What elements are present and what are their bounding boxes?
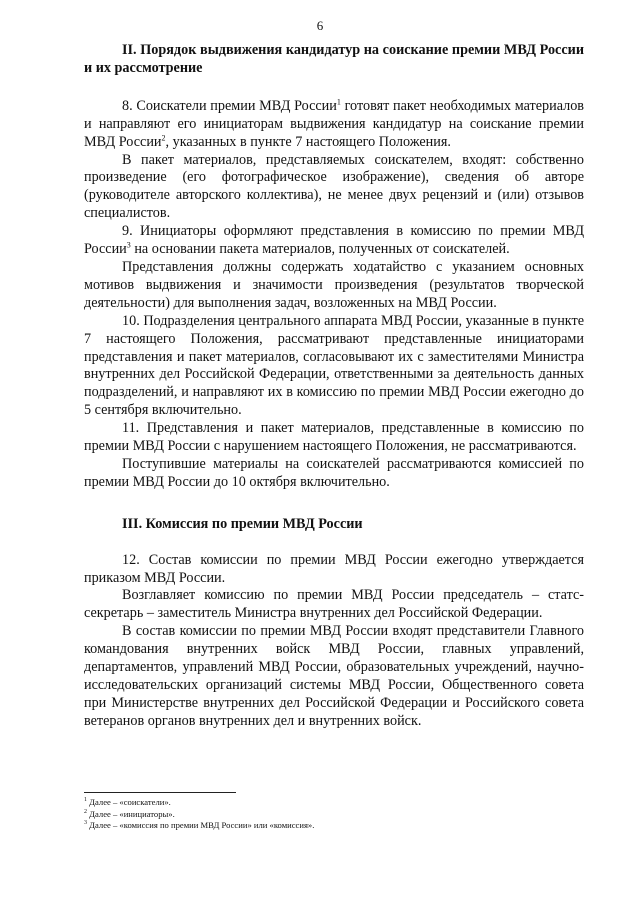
paragraph-deadline: Поступившие материалы на соискателей рассматриваются комиссией по премии МВД России до 10 октября включительно. bbox=[84, 455, 584, 490]
paragraph-9 bbox=[84, 223, 584, 259]
footnote-ref-1: 1 bbox=[336, 97, 341, 107]
paragraph-8-text-b: готовят пакет необходимых материалов и направляют его инициаторам выдвижения кандидатур на соискание премии МВД России bbox=[84, 97, 584, 150]
footnotes bbox=[84, 792, 584, 832]
footnote-mark: 2 bbox=[84, 808, 87, 815]
footnote-1 bbox=[84, 797, 584, 809]
paragraph-9-text-a: 9. Инициаторы оформляют представления в комиссию по премии МВД России bbox=[84, 223, 584, 258]
section-2-heading: II. Порядок выдвижения кандидатур на соискание премии МВД России и их рассмотрение bbox=[84, 42, 584, 76]
footnote-text: Далее – «соискатели». bbox=[87, 797, 171, 807]
paragraph-8-text-c: , указанных в пункте 7 настоящего Положения. bbox=[165, 133, 451, 150]
paragraph-8 bbox=[84, 98, 584, 152]
paragraph-8-text-a: 8. Соискатели премии МВД России bbox=[122, 97, 337, 114]
footnote-text: Далее – «инициаторы». bbox=[87, 808, 175, 819]
paragraph-10: 10. Подразделения центрального аппарата МВД России, указанные в пункте 7 настоящего Положения, рассматривают представленные инициаторами представления и пакет материалов, согласовывают их с заместителями Министра внутренних дел Российской Федерации, ответственными за деятельность данных подразделений, и направляют их в комиссию по премии МВД России ежегодно до 5 сентября включительно. bbox=[84, 312, 584, 419]
paragraph-9-text-b: на основании пакета материалов, полученных от соискателей. bbox=[130, 241, 510, 258]
footnote-mark: 3 bbox=[84, 820, 87, 827]
footnote-separator bbox=[84, 792, 236, 793]
paragraph-12: 12. Состав комиссии по премии МВД России ежегодно утверждается приказом МВД России. bbox=[84, 551, 584, 586]
footnote-3 bbox=[84, 820, 584, 832]
page-number: 6 bbox=[316, 18, 324, 33]
footnote-text: Далее – «комиссия по премии МВД России» или «комиссия». bbox=[87, 820, 315, 830]
paragraph-chairman: Возглавляет комиссию по премии МВД России председатель – статс-секретарь – заместитель Министра внутренних дел Российской Федерации. bbox=[84, 587, 584, 622]
document-body bbox=[84, 42, 584, 731]
paragraph-composition: В состав комиссии по премии МВД России входят представители Главного командования внутренних войск МВД России, главных управлений, департаментов, управлений МВД России, образовательных учреждений, научно-исследовательских организаций системы МВД России, Общественного совета при Министерстве внутренних дел Российской Федерации и Российского совета ветеранов органов внутренних дел и внутренних войск. bbox=[84, 623, 584, 729]
paragraph-submissions: Представления должны содержать ходатайство с указанием основных мотивов выдвижения и значимости произведения (результатов творческой деятельности) для выполнения задач, возложенных на МВД России. bbox=[84, 258, 584, 311]
paragraph-11: 11. Представления и пакет материалов, представленные в комиссию по премии МВД России с нарушением настоящего Положения, не рассматриваются. bbox=[84, 420, 584, 455]
paragraph-materials: В пакет материалов, представляемых соискателем, входят: собственно произведение (его фотографическое изображение), сведения об авторе (руководителе авторского коллектива), не менее двух рецензий и (или) отзывов специалистов. bbox=[84, 151, 584, 222]
footnote-ref-3: 3 bbox=[126, 240, 131, 250]
footnote-ref-2: 2 bbox=[161, 132, 166, 142]
footnote-mark: 1 bbox=[84, 797, 87, 804]
footnote-2 bbox=[84, 809, 584, 821]
section-3-heading: III. Комиссия по премии МВД России bbox=[122, 515, 363, 532]
